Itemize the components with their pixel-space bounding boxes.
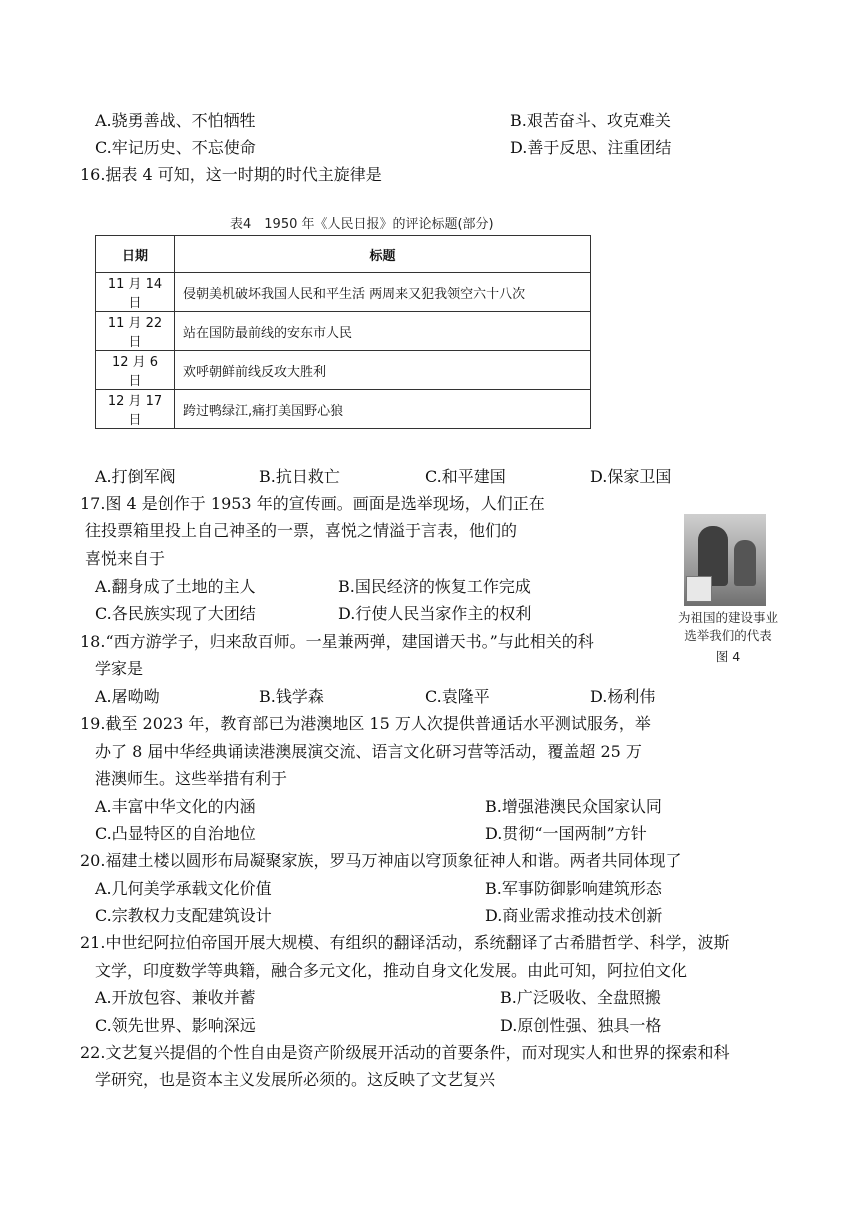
q20-option-d: D.商业需求推动技术创新 <box>485 906 663 925</box>
row-title: 侵朝美机破坏我国人民和平生活 两周来又犯我领空六十八次 <box>175 273 591 312</box>
q21-stem-line2: 文学，印度数学等典籍，融合多元文化，推动自身文化发展。由此可知，阿拉伯文化 <box>95 961 688 980</box>
q15-option-b: B.艰苦奋斗、攻克难关 <box>510 111 671 130</box>
q17-stem-line2: 往投票箱里投上自己神圣的一票，喜悦之情溢于言表，他们的 <box>85 521 518 540</box>
q17-option-c: C.各民族实现了大团结 <box>95 604 256 623</box>
q19-stem-line3: 港澳师生。这些举措有利于 <box>95 769 288 788</box>
poster-figure <box>734 540 756 586</box>
q21-option-b: B.广泛吸收、全盘照搬 <box>500 988 661 1007</box>
q18-stem-line1: 18.“西方游学子，归来敌百师。一星兼两弹，建国谱天书。”与此相关的科 <box>80 632 594 651</box>
q17-stem-line3: 喜悦来自于 <box>85 549 166 568</box>
q16-stem: 16.据表 4 可知，这一时期的时代主旋律是 <box>80 165 382 184</box>
table-row <box>96 273 591 312</box>
q18-stem-line2: 学家是 <box>95 659 144 678</box>
q21-stem-line1: 21.中世纪阿拉伯帝国开展大规模、有组织的翻译活动，系统翻译了古希腊哲学、科学，波斯 <box>80 933 730 952</box>
ballot-box <box>686 576 712 602</box>
q16-option-c: C.和平建国 <box>425 467 506 486</box>
q22-stem-line2: 学研究，也是资本主义发展所必须的。这反映了文艺复兴 <box>95 1070 496 1089</box>
q16-option-a: A.打倒军阀 <box>95 467 176 486</box>
q19-stem-line1: 19.截至 2023 年，教育部已为港澳地区 15 万人次提供普通话水平测试服务，举 <box>80 714 651 733</box>
poster-caption-line1: 为祖国的建设事业 <box>677 610 778 625</box>
q18-option-d: D.杨利伟 <box>590 687 656 706</box>
q21-option-a: A.开放包容、兼收并蓄 <box>95 988 256 1007</box>
figure-label: 图 4 <box>715 649 741 664</box>
q21-option-c: C.领先世界、影响深远 <box>95 1016 256 1035</box>
row-date: 11 月 22 日 <box>96 312 175 351</box>
propaganda-poster-image <box>684 514 766 606</box>
q18-option-c: C.袁隆平 <box>425 687 490 706</box>
q15-option-a: A.骁勇善战、不怕牺牲 <box>95 111 256 130</box>
q22-stem-line1: 22.文艺复兴提倡的个性自由是资产阶级展开活动的首要条件，而对现实人和世界的探索和科 <box>80 1043 730 1062</box>
q19-option-d: D.贯彻“一国两制”方针 <box>485 824 647 843</box>
q15-option-d: D.善于反思、注重团结 <box>510 138 672 157</box>
row-title: 站在国防最前线的安东市人民 <box>175 312 591 351</box>
q17-option-a: A.翻身成了土地的主人 <box>95 577 256 596</box>
table-row <box>96 351 591 390</box>
q20-stem: 20.福建土楼以圆形布局凝聚家族，罗马万神庙以穹顶象征神人和谐。两者共同体现了 <box>80 851 682 870</box>
q19-option-a: A.丰富中华文化的内涵 <box>95 797 256 816</box>
table-header-row <box>96 236 591 273</box>
q18-option-b: B.钱学森 <box>259 687 324 706</box>
q21-option-d: D.原创性强、独具一格 <box>500 1016 662 1035</box>
q20-option-a: A.几何美学承载文化价值 <box>95 879 272 898</box>
row-date: 11 月 14 日 <box>96 273 175 312</box>
comment-titles-table <box>95 235 591 429</box>
row-title: 欢呼朝鲜前线反攻大胜利 <box>175 351 591 390</box>
table-row <box>96 390 591 429</box>
table-caption: 表4 1950 年《人民日报》的评论标题(部分) <box>230 217 494 232</box>
poster-caption-line2: 选举我们的代表 <box>684 628 772 643</box>
header-title: 标题 <box>175 236 591 273</box>
q20-option-c: C.宗教权力支配建筑设计 <box>95 906 272 925</box>
q19-stem-line2: 办了 8 届中华经典诵读港澳展演交流、语言文化研习营等活动，覆盖超 25 万 <box>95 742 642 761</box>
q16-option-b: B.抗日救亡 <box>259 467 340 486</box>
header-date: 日期 <box>96 236 175 273</box>
row-date: 12 月 17 日 <box>96 390 175 429</box>
q15-option-c: C.牢记历史、不忘使命 <box>95 138 256 157</box>
q17-option-b: B.国民经济的恢复工作完成 <box>338 577 531 596</box>
q16-option-d: D.保家卫国 <box>590 467 672 486</box>
q18-option-a: A.屠呦呦 <box>95 687 160 706</box>
q19-option-b: B.增强港澳民众国家认同 <box>485 797 662 816</box>
q17-option-d: D.行使人民当家作主的权利 <box>338 604 532 623</box>
row-title: 跨过鸭绿江,痛打美国野心狼 <box>175 390 591 429</box>
q19-option-c: C.凸显特区的自治地位 <box>95 824 256 843</box>
table-row <box>96 312 591 351</box>
q20-option-b: B.军事防御影响建筑形态 <box>485 879 662 898</box>
q17-stem-line1: 17.图 4 是创作于 1953 年的宣传画。画面是选举现场，人们正在 <box>80 494 545 513</box>
row-date: 12 月 6 日 <box>96 351 175 390</box>
